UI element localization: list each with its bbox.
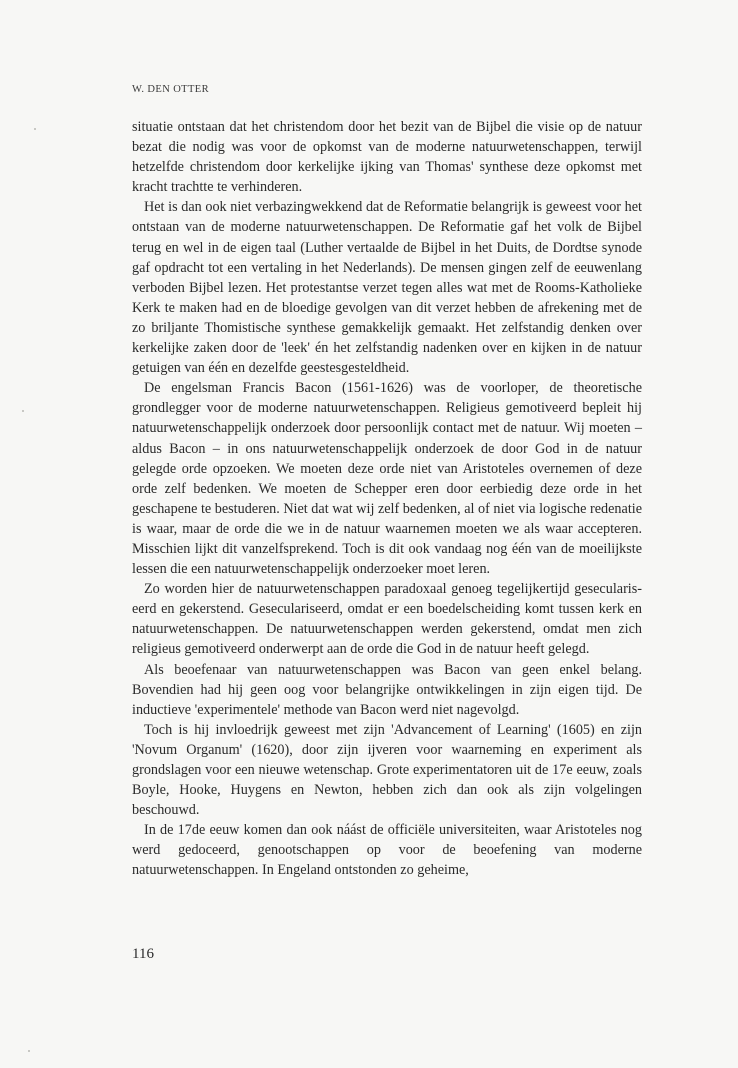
- page-number: 116: [132, 946, 154, 962]
- body-text: [132, 117, 642, 881]
- paper-speck: [22, 410, 24, 412]
- paragraph: In de 17de eeuw komen dan ook náást de officiële universiteiten, waar Aristoteles nog werd gedoceerd, genootschappen op voor de beoefening van moderne natuurwetenschappen. In Engeland ontstonden zo geheime,: [132, 822, 642, 879]
- paragraph: Zo worden hier de natuurwetenschappen paradoxaal genoeg tegelijkertijd geseculariseerd en gekerstend. Geseculariseerd, omdat er een boedelscheiding komt tussen kerk en natuurwetenschappen. De natuurwetenschappen werden gekerstend, omdat men zich religieus gemotiveerd onderwerpt aan de orde die God in de natuur heeft gelegd.: [132, 581, 642, 658]
- paragraph: Het is dan ook niet verbazingwekkend dat de Reformatie belangrijk is geweest voor het ontstaan van de moderne natuurwetenschappen. De Reformatie gaf het volk de Bijbel terug en wel in de eigen taal (Luther vertaalde de Bijbel in het Duits, de Dordtse synode gaf opdracht tot een vertaling in het Nederlands). De mensen gingen zelf de eeuwenlang verboden Bijbel lezen. Het protestantse verzet tegen alles wat met de Rooms-Katholieke Kerk te maken had en de bloedige gevolgen van dit verzet hebben de afrekening met de zo briljante Thomistische synthese gemakkelijk gemaakt. Het zelfstandig denken over kerkelijke zaken door de 'leek' én het zelfstandig nadenken over en kijken in de natuur getuigen van één en dezelfde geestesgesteldheid.: [132, 199, 642, 377]
- paragraph: situatie ontstaan dat het christendom door het bezit van de Bijbel die visie op de natuur bezat die nodig was voor de opkomst van de moderne natuurwetenschappen, terwijl hetzelfde christendom door kerkelijke ijking van Thomas' synthese deze opkomst met kracht trachtte te verhinderen.: [132, 119, 642, 196]
- paper-speck: [28, 1050, 30, 1052]
- paragraph: Toch is hij invloedrijk geweest met zijn 'Advancement of Learning' (1605) en zijn 'Novum Organum' (1620), door zijn ijveren voor waarneming en experiment als grondslagen voor een nieuwe wetenschap. Grote experimentatoren uit de 17e eeuw, zoals Boyle, Hooke, Huygens en Newton, hebben zich dan ook als zijn volgelingen beschouwd.: [132, 721, 642, 819]
- paragraph: Als beoefenaar van natuurwetenschappen was Bacon van geen enkel belang. Bovendien had hij geen oog voor belangrijke ontwikkelingen in zijn eigen tijd. De inductieve 'experimentele' methode van Bacon werd niet nagevolgd.: [132, 661, 642, 718]
- paper-speck: [34, 128, 36, 130]
- running-head: W. DEN OTTER: [132, 84, 210, 95]
- paragraph: De engelsman Francis Bacon (1561-1626) was de voorloper, de theoretische grondlegger voor de moderne natuurwetenschappen. Religieus gemotiveerd bepleit hij natuurwetenschappelijk onderzoek door persoonlijk contact met de natuur. Wij moeten – aldus Bacon – in ons natuurwetenschappelijk onderzoek de door God in de natuur gelegde orde opzoeken. We moeten deze orde niet van Aristoteles overnemen of deze orde zelf bedenken. We moeten de Schepper eren door eerbiedig deze orde in het geschapene te bestuderen. Niet dat wat wij zelf bedenken, al of niet via logische redenatie is waar, maar de orde die we in de natuur waarnemen moeten we als waar accepteren. Misschien lijkt dit vanzelfsprekend. Toch is dit ook vandaag nog één van de moeilijkste lessen die een natuurwetenschappelijk onderzoeker moet leren.: [132, 380, 642, 578]
